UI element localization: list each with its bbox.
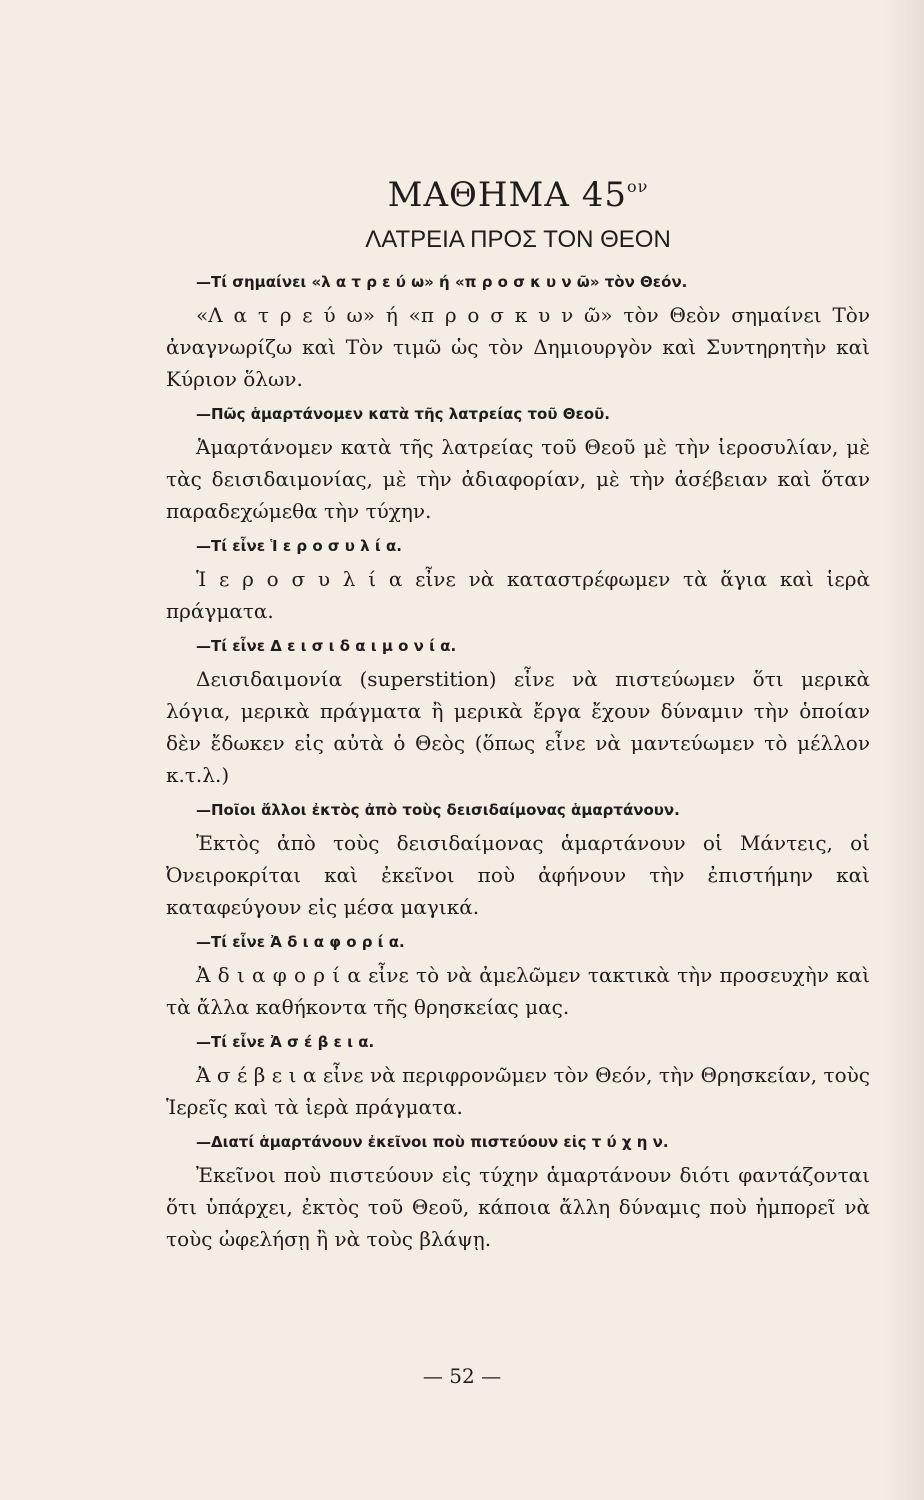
question-4: —Τί εἶνε Δ ε ι σ ι δ α ι μ ο ν ί α. <box>196 637 457 655</box>
question-2: —Πῶς ἁμαρτάνομεν κατὰ τῆς λατρείας τοῦ Θεοῦ. <box>196 405 610 423</box>
answer-5: Ἐκτὸς ἀπὸ τοὺς δεισιδαίμονας ἁμαρτάνουν οἱ Μάντεις, οἱ Ὀνειροκρίται καὶ ἐκεῖνοι ποὺ ἀφήνουν τὴν ἐπιστήμην καὶ καταφεύγουν εἰς μέσα μαγικά. <box>166 831 870 919</box>
page-text <box>166 165 870 1261</box>
lesson-subtitle: ΛΑΤΡΕΙΑ ΠΡΟΣ ΤΟΝ ΘΕΟΝ <box>365 226 671 253</box>
question-7: —Τί εἶνε Ἀ σ έ β ε ι α. <box>196 1033 375 1051</box>
page-edge-shadow <box>884 0 924 1500</box>
question-3: —Τί εἶνε Ἱ ε ρ ο σ υ λ ί α. <box>196 537 402 555</box>
question-1: —Τί σημαίνει «λ α τ ρ ε ύ ω» ή «π ρ ο σ κ υ ν ῶ» τὸν Θεόν. <box>196 273 688 291</box>
answer-2: Ἁμαρτάνομεν κατὰ τῆς λατρείας τοῦ Θεοῦ μὲ τὴν ἱεροσυλίαν, μὲ τὰς δεισιδαιμονίας, μὲ τὴν ἀδιαφορίαν, μὲ τὴν ἀσέβειαν καὶ ὅταν παραδεχώμεθα τὴν τύχην. <box>166 435 870 523</box>
lesson-title-suffix: ον <box>626 177 649 196</box>
answer-4: Δεισιδαιμονία (superstition) εἶνε νὰ πιστεύωμεν ὅτι μερικὰ λόγια, μερικὰ πράγματα ἢ μερικὰ ἔργα ἔχουν δύναμιν τὴν ὁποίαν δὲν ἔδωκεν εἰς αὐτὰ ὁ Θεὸς (ὅπως εἶνε νὰ μαντεύωμεν τὸ μέλλον κ.τ.λ.) <box>166 667 870 787</box>
answer-3: Ἱ ε ρ ο σ υ λ ί α εἶνε νὰ καταστρέφωμεν τὰ ἅγια καὶ ἱερὰ πράγματα. <box>166 567 870 623</box>
answer-7: Ἀ σ έ β ε ι α εἶνε νὰ περιφρονῶμεν τὸν Θεόν, τὴν Θρησκείαν, τοὺς Ἱερεῖς καὶ τὰ ἱερὰ πράγματα. <box>166 1063 870 1119</box>
question-8: —Διατί ἁμαρτάνουν ἐκεῖνοι ποὺ πιστεύουν εἰς τ ύ χ η ν. <box>196 1133 669 1151</box>
answer-6: Ἀ δ ι α φ ο ρ ί α εἶνε τὸ νὰ ἀμελῶμεν τακτικὰ τὴν προσευχὴν καὶ τὰ ἄλλα καθήκοντα τῆς θρησκείας μας. <box>166 963 870 1019</box>
answer-1: «Λ α τ ρ ε ύ ω» ή «π ρ ο σ κ υ ν ῶ» τὸν Θεὸν σημαίνει Τὸν ἀναγνωρίζω καὶ Τὸν τιμῶ ὡς τὸν Δημιουργὸν καὶ Συντηρητὴν καὶ Κύριον ὅλων. <box>166 303 870 391</box>
question-5: —Ποῖοι ἄλλοι ἐκτὸς ἀπὸ τοὺς δεισιδαίμονας ἁμαρτάνουν. <box>196 801 680 819</box>
question-6: —Τί εἶνε Ἀ δ ι α φ ο ρ ί α. <box>196 933 405 951</box>
lesson-title <box>166 165 870 217</box>
answer-8: Ἐκεῖνοι ποὺ πιστεύουν εἰς τύχην ἁμαρτάνουν διότι φαντάζονται ὅτι ὑπάρχει, ἐκτὸς τοῦ Θεοῦ, κάποια ἄλλη δύναμις ποὺ ἠμπορεῖ νὰ τοὺς ὠφελήσῃ ἢ νὰ τοὺς βλάψῃ. <box>166 1163 870 1251</box>
page-number: — 52 — <box>422 1364 502 1388</box>
lesson-title-text: ΜΑΘΗΜΑ 45 <box>387 175 627 215</box>
